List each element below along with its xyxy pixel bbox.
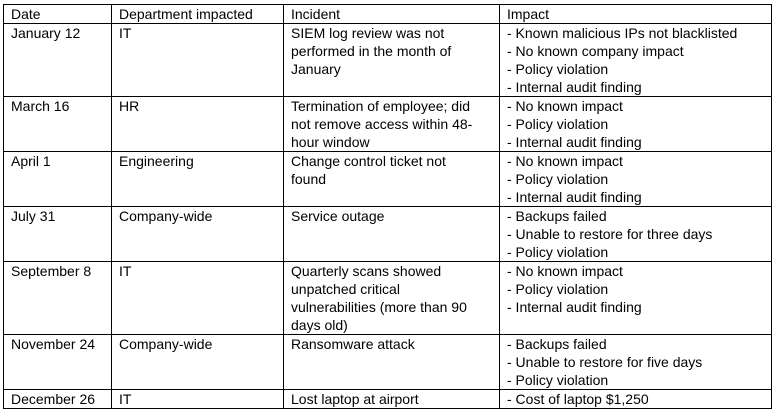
impact-item: - Unable to restore for three days (507, 226, 713, 242)
cell-impact (500, 262, 772, 335)
impact-item: - Internal audit finding (507, 134, 642, 150)
impact-item: - No known impact (507, 98, 623, 114)
cell-department: IT (112, 390, 284, 409)
impact-item: - Cost of laptop $1,250 (507, 391, 649, 407)
table-row (4, 335, 772, 390)
cell-incident (284, 97, 500, 152)
cell-impact (500, 24, 772, 97)
incident-line: Termination of employee; did (291, 98, 470, 114)
impact-item: - Policy violation (507, 61, 609, 77)
cell-incident (284, 262, 500, 335)
impact-item: - Policy violation (507, 244, 609, 260)
cell-date: April 1 (4, 152, 112, 207)
incident-line: days old) (291, 317, 348, 333)
impact-item: - Unable to restore for five days (507, 354, 703, 370)
cell-impact (500, 390, 772, 409)
impact-item: - Internal audit finding (507, 79, 642, 95)
impact-item: - Internal audit finding (507, 189, 642, 205)
incident-line: Quarterly scans showed (291, 263, 442, 279)
header-incident: Incident (284, 5, 500, 24)
table-row (4, 207, 772, 262)
cell-date: November 24 (4, 335, 112, 390)
table-row (4, 262, 772, 335)
incident-line: Ransomware attack (291, 336, 415, 352)
cell-date: September 8 (4, 262, 112, 335)
header-date: Date (4, 5, 112, 24)
header-row (4, 5, 772, 24)
table-row (4, 390, 772, 409)
header-impact: Impact (500, 5, 772, 24)
incident-line: unpatched critical (291, 281, 400, 297)
cell-department: Company-wide (112, 335, 284, 390)
impact-item: - Internal audit finding (507, 299, 642, 315)
incident-line: found (291, 171, 327, 187)
cell-date: March 16 (4, 97, 112, 152)
impact-item: - Policy violation (507, 116, 609, 132)
table-row (4, 97, 772, 152)
cell-department: Engineering (112, 152, 284, 207)
cell-date: January 12 (4, 24, 112, 97)
cell-incident (284, 335, 500, 390)
impact-item: - Known malicious IPs not blacklisted (507, 25, 738, 41)
cell-date: July 31 (4, 207, 112, 262)
incident-table (3, 4, 772, 409)
table-body (4, 24, 772, 409)
impact-item: - Policy violation (507, 372, 609, 388)
incident-line: Service outage (291, 208, 385, 224)
cell-department: HR (112, 97, 284, 152)
cell-date: December 26 (4, 390, 112, 409)
incident-line: performed in the month of (291, 43, 452, 59)
incident-line: vulnerabilities (more than 90 (291, 299, 467, 315)
incident-line: hour window (291, 134, 370, 150)
cell-incident (284, 390, 500, 409)
impact-item: - Policy violation (507, 281, 609, 297)
cell-department: IT (112, 24, 284, 97)
incident-line: SIEM log review was not (291, 25, 445, 41)
cell-incident (284, 152, 500, 207)
header-department: Department impacted (112, 5, 284, 24)
cell-impact (500, 97, 772, 152)
incident-line: January (291, 61, 341, 77)
cell-incident (284, 207, 500, 262)
table-row (4, 24, 772, 97)
impact-item: - Backups failed (507, 336, 607, 352)
impact-item: - No known company impact (507, 43, 684, 59)
impact-item: - No known impact (507, 153, 623, 169)
table-header (4, 5, 772, 24)
impact-item: - Backups failed (507, 208, 607, 224)
impact-item: - Policy violation (507, 171, 609, 187)
incident-line: Lost laptop at airport (291, 391, 419, 407)
cell-department: Company-wide (112, 207, 284, 262)
incident-line: not remove access within 48- (291, 116, 473, 132)
cell-department: IT (112, 262, 284, 335)
impact-item: - No known impact (507, 263, 623, 279)
cell-impact (500, 335, 772, 390)
cell-impact (500, 207, 772, 262)
table-row (4, 152, 772, 207)
incident-line: Change control ticket not (291, 153, 446, 169)
cell-incident (284, 24, 500, 97)
cell-impact (500, 152, 772, 207)
